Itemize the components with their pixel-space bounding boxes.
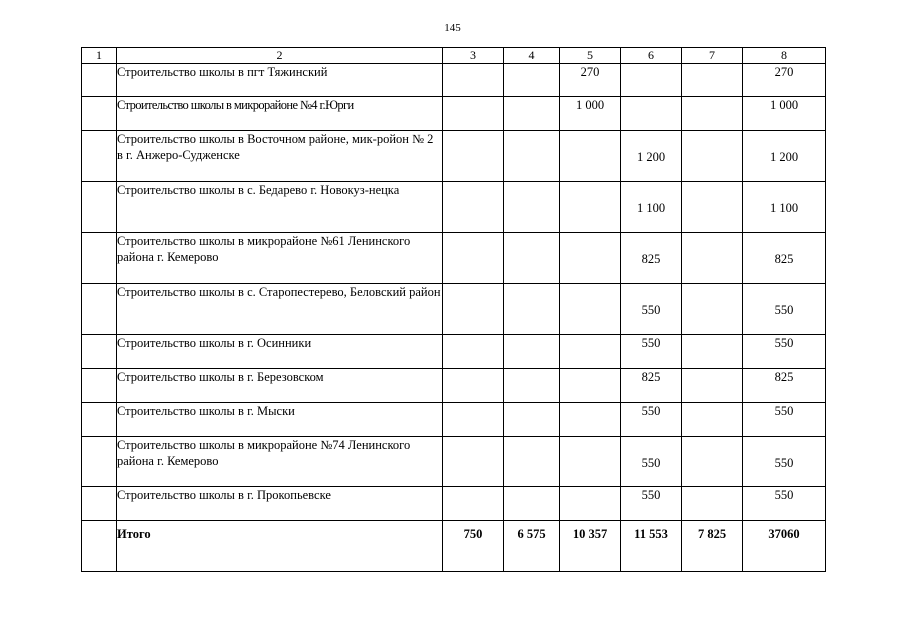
- cell-col5: [560, 335, 621, 369]
- cell-name: Строительство школы в микрорайоне №4 г.Юрги: [117, 97, 443, 131]
- cell-col3: [443, 369, 504, 403]
- cell-col5: [560, 437, 621, 487]
- cell-col4: [504, 403, 560, 437]
- cell-col5: 1 000: [560, 97, 621, 131]
- cell-col4: [504, 131, 560, 182]
- table-row: [82, 64, 826, 97]
- cell-col6: 550: [621, 284, 682, 335]
- cell-col8: 550: [743, 335, 826, 369]
- page-number: 145: [444, 22, 461, 34]
- cell-index: [82, 284, 117, 335]
- cell-col5: [560, 131, 621, 182]
- cell-col4: [504, 335, 560, 369]
- total-col8: 37060: [743, 521, 826, 572]
- cell-index: [82, 131, 117, 182]
- total-col7: 7 825: [682, 521, 743, 572]
- cell-col6: 550: [621, 335, 682, 369]
- cell-col3: [443, 233, 504, 284]
- cell-col5: [560, 182, 621, 233]
- cell-col8: 1 000: [743, 97, 826, 131]
- cell-col4: [504, 437, 560, 487]
- cell-index: [82, 182, 117, 233]
- cell-col6: 1 100: [621, 182, 682, 233]
- cell-name: Строительство школы в г. Березовском: [117, 369, 443, 403]
- cell-name: Строительство школы в Восточном районе, мик-ройон № 2 в г. Анжеро-Судженске: [117, 131, 443, 182]
- cell-col3: [443, 437, 504, 487]
- cell-col4: [504, 64, 560, 97]
- cell-col8: 550: [743, 284, 826, 335]
- cell-col7: [682, 233, 743, 284]
- table-row: [82, 233, 826, 284]
- cell-name: Строительство школы в с. Старопестерево, Беловский район: [117, 284, 443, 335]
- total-col5: 10 357: [560, 521, 621, 572]
- table-row: [82, 369, 826, 403]
- cell-col6: 1 200: [621, 131, 682, 182]
- budget-table: [81, 47, 826, 572]
- cell-col8: 550: [743, 487, 826, 521]
- table-row: [82, 97, 826, 131]
- cell-col7: [682, 97, 743, 131]
- cell-col4: [504, 487, 560, 521]
- cell-index: [82, 437, 117, 487]
- cell-col8: 550: [743, 403, 826, 437]
- total-col3: 750: [443, 521, 504, 572]
- cell-col7: [682, 335, 743, 369]
- cell-col7: [682, 64, 743, 97]
- total-row: [82, 521, 826, 572]
- cell-index: [82, 97, 117, 131]
- cell-name: Строительство школы в микрорайоне №74 Ленинского района г. Кемерово: [117, 437, 443, 487]
- table-row: [82, 487, 826, 521]
- cell-col6: 550: [621, 437, 682, 487]
- cell-col7: [682, 403, 743, 437]
- cell-col6: 550: [621, 487, 682, 521]
- cell-index: [82, 403, 117, 437]
- header-row: [82, 48, 826, 64]
- cell-col6: 825: [621, 233, 682, 284]
- cell-col4: [504, 284, 560, 335]
- table-row: [82, 335, 826, 369]
- cell-col4: [504, 233, 560, 284]
- total-col4: 6 575: [504, 521, 560, 572]
- cell-col6: [621, 64, 682, 97]
- cell-col6: 825: [621, 369, 682, 403]
- cell-col3: [443, 182, 504, 233]
- cell-col7: [682, 369, 743, 403]
- column-header: 8: [743, 48, 826, 64]
- cell-col6: 550: [621, 403, 682, 437]
- cell-index: [82, 233, 117, 284]
- cell-col5: [560, 403, 621, 437]
- table-row: [82, 182, 826, 233]
- cell-col7: [682, 131, 743, 182]
- cell-col3: [443, 64, 504, 97]
- cell-col5: [560, 233, 621, 284]
- cell-index: [82, 521, 117, 572]
- cell-index: [82, 487, 117, 521]
- total-label: Итого: [117, 521, 443, 572]
- column-header: 1: [82, 48, 117, 64]
- cell-col5: [560, 369, 621, 403]
- cell-col8: 270: [743, 64, 826, 97]
- cell-col7: [682, 284, 743, 335]
- cell-col5: 270: [560, 64, 621, 97]
- cell-col4: [504, 369, 560, 403]
- cell-col3: [443, 487, 504, 521]
- cell-col3: [443, 284, 504, 335]
- cell-col8: 1 200: [743, 131, 826, 182]
- cell-name: Строительство школы в микрорайоне №61 Ленинского района г. Кемерово: [117, 233, 443, 284]
- cell-col8: 825: [743, 233, 826, 284]
- column-header: 2: [117, 48, 443, 64]
- cell-col7: [682, 437, 743, 487]
- total-col6: 11 553: [621, 521, 682, 572]
- cell-col3: [443, 335, 504, 369]
- table-row: [82, 437, 826, 487]
- column-header: 4: [504, 48, 560, 64]
- cell-col3: [443, 131, 504, 182]
- cell-index: [82, 369, 117, 403]
- cell-col8: 1 100: [743, 182, 826, 233]
- cell-name: Строительство школы в г. Осинники: [117, 335, 443, 369]
- cell-col7: [682, 182, 743, 233]
- cell-col8: 825: [743, 369, 826, 403]
- column-header: 3: [443, 48, 504, 64]
- table-row: [82, 131, 826, 182]
- cell-col7: [682, 487, 743, 521]
- column-header: 7: [682, 48, 743, 64]
- cell-col5: [560, 487, 621, 521]
- cell-name: Строительство школы в г. Прокопьевске: [117, 487, 443, 521]
- cell-name: Строительство школы в г. Мыски: [117, 403, 443, 437]
- cell-col3: [443, 97, 504, 131]
- cell-name: Строительство школы в с. Бедарево г. Новокуз-нецка: [117, 182, 443, 233]
- column-header: 6: [621, 48, 682, 64]
- cell-col4: [504, 182, 560, 233]
- table-row: [82, 403, 826, 437]
- cell-index: [82, 335, 117, 369]
- cell-col6: [621, 97, 682, 131]
- cell-col5: [560, 284, 621, 335]
- cell-col4: [504, 97, 560, 131]
- cell-col3: [443, 403, 504, 437]
- table-row: [82, 284, 826, 335]
- column-header: 5: [560, 48, 621, 64]
- cell-name: Строительство школы в пгт Тяжинский: [117, 64, 443, 97]
- cell-index: [82, 64, 117, 97]
- cell-col8: 550: [743, 437, 826, 487]
